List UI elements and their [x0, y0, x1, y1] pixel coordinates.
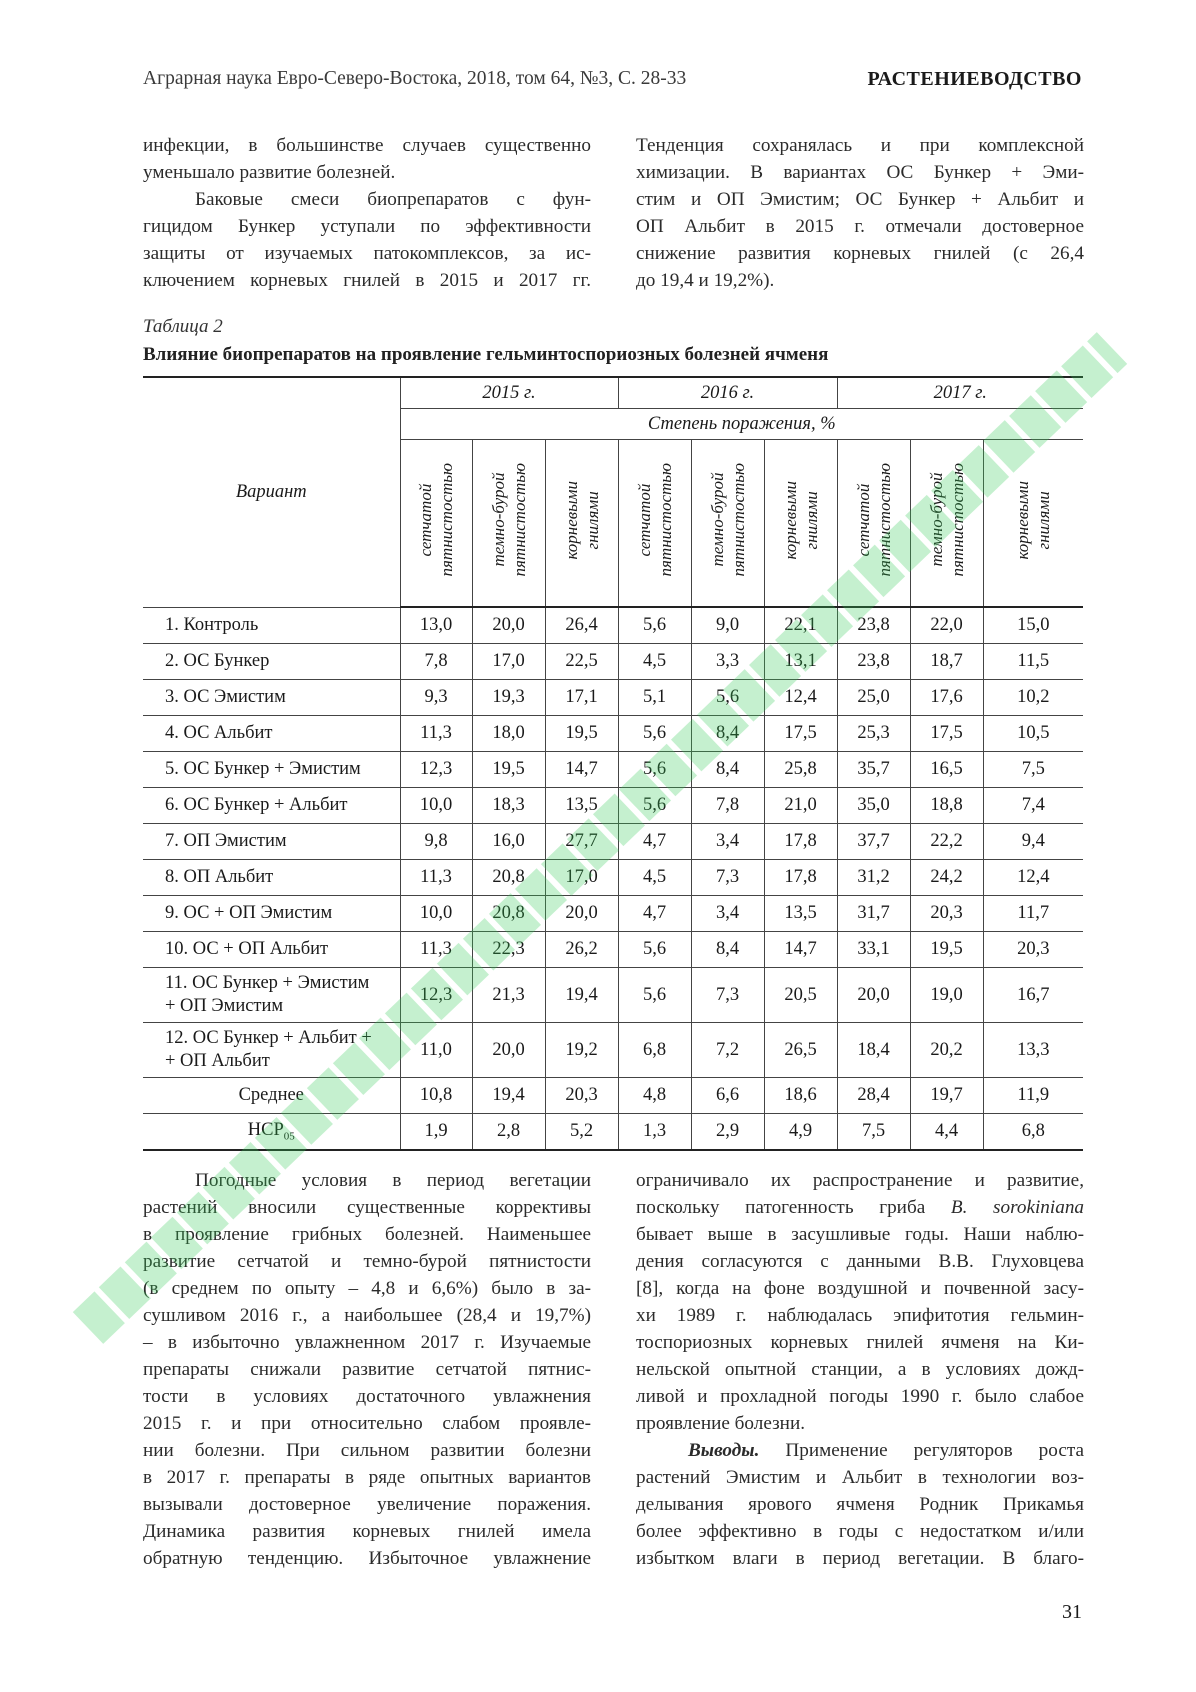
table-cell: 5,6: [618, 968, 691, 1023]
table-cell: 12,4: [983, 860, 1083, 896]
text-line: – в избыточно увлажненном 2017 г. Изучаемые: [143, 1332, 591, 1353]
table-cell: 4,9: [764, 1114, 837, 1151]
variant-name-line: 12. ОС Бункер + Альбит +: [165, 1028, 372, 1048]
table-cell: 21,0: [764, 788, 837, 824]
text-line: стим и ОП Эмистим; ОС Бункер + Альбит и: [636, 189, 1084, 210]
table-cell: 17,0: [545, 860, 618, 896]
table-cell: 24,2: [910, 860, 983, 896]
subscript: 05: [283, 1130, 295, 1143]
text-line: до 19,4 и 19,2%).: [636, 270, 775, 291]
table-cell: 17,0: [472, 644, 545, 680]
table-cell: 2,8: [472, 1114, 545, 1151]
table-cell: 4,5: [618, 860, 691, 896]
column-header: [545, 440, 618, 608]
text-line: ограничивало их распространение и развитие,: [636, 1170, 1084, 1191]
column-header-part: гнилями: [582, 490, 602, 550]
table-cell: 8,4: [691, 932, 764, 968]
table-cell: 21,3: [472, 968, 545, 1023]
table-cell: 1,9: [400, 1114, 472, 1151]
text-line: обратную тенденцию. Избыточное увлажнение: [143, 1548, 591, 1569]
variant-name-text: 6. ОС Бункер + Альбит: [165, 795, 348, 815]
table-cell: 7,5: [983, 752, 1083, 788]
running-head: [143, 68, 1082, 98]
table-cell: 17,6: [910, 680, 983, 716]
table-cell: 17,8: [764, 860, 837, 896]
table-cell: 13,0: [400, 607, 472, 644]
table-cell: 33,1: [837, 932, 910, 968]
table-cell: 37,7: [837, 824, 910, 860]
variant-name: [143, 860, 400, 896]
table-cell: 13,3: [983, 1023, 1083, 1078]
bottom-right-column: [636, 1167, 1084, 1572]
column-header-text: [561, 481, 603, 560]
table-cell: 18,6: [764, 1078, 837, 1114]
table-row: [143, 824, 1083, 860]
page-number: 31: [1062, 1601, 1082, 1623]
table-cell: 7,4: [983, 788, 1083, 824]
variant-name: [143, 1078, 400, 1114]
journal-citation: Аграрная наука Евро-Северо-Востока, 2018, том 64, №3, С. 28-33: [143, 68, 687, 89]
top-left-column: [143, 132, 591, 294]
table-cell: 5,6: [618, 932, 691, 968]
variant-name: [143, 716, 400, 752]
table-cell: 10,0: [400, 788, 472, 824]
table-cell: 18,4: [837, 1023, 910, 1078]
table-cell: 22,5: [545, 644, 618, 680]
table-cell: 18,7: [910, 644, 983, 680]
column-header-part: темно-бурой: [926, 473, 946, 567]
table-row: [143, 644, 1083, 680]
table-cell: 3,4: [691, 896, 764, 932]
table-cell: 25,0: [837, 680, 910, 716]
table-cell: 19,5: [545, 716, 618, 752]
column-header: [837, 440, 910, 608]
column-header: [910, 440, 983, 608]
table-cell: 5,2: [545, 1114, 618, 1151]
table-cell: 11,3: [400, 716, 472, 752]
text-line: нии болезни. При сильном развитии болезни: [143, 1440, 591, 1461]
table-cell: 4,5: [618, 644, 691, 680]
text-line: ливой и прохладной погоды 1990 г. было слабое: [636, 1386, 1084, 1407]
table-cell: 9,0: [691, 607, 764, 644]
column-header-text: [853, 463, 895, 576]
text-line: (в среднем по опыту – 4,8 и 6,6%) было в за-: [143, 1278, 591, 1299]
table-cell: 5,1: [618, 680, 691, 716]
text-line-species: [636, 1194, 1084, 1221]
variant-name: [143, 968, 400, 1023]
table-cell: 11,3: [400, 860, 472, 896]
table-cell: 6,6: [691, 1078, 764, 1114]
table-row: [143, 968, 1083, 1023]
column-header-part: гнилями: [801, 490, 821, 550]
text-line: инфекции, в большинстве случаев существенно: [143, 135, 591, 156]
table-cell: 20,8: [472, 896, 545, 932]
variant-name: [143, 824, 400, 860]
table-cell: 19,7: [910, 1078, 983, 1114]
table-row: [143, 607, 1083, 644]
table-cell: 23,8: [837, 607, 910, 644]
table-cell: 26,5: [764, 1023, 837, 1078]
table-cell: 4,7: [618, 824, 691, 860]
table-cell: 22,3: [472, 932, 545, 968]
table-row: [143, 716, 1083, 752]
text-line: тости в условиях достаточного увлажнения: [143, 1386, 591, 1407]
variant-name-text: 5. ОС Бункер + Эмистим: [165, 759, 361, 779]
table-cell: 3,3: [691, 644, 764, 680]
table-cell: 35,0: [837, 788, 910, 824]
variant-name: [143, 1114, 400, 1151]
table-cell: 22,2: [910, 824, 983, 860]
table-cell: 13,1: [764, 644, 837, 680]
table-cell: 20,3: [983, 932, 1083, 968]
variant-name: [143, 752, 400, 788]
variant-name: [143, 1023, 400, 1078]
table-cell: 4,7: [618, 896, 691, 932]
table-cell: 16,0: [472, 824, 545, 860]
species-name: B. sorokiniana: [950, 1197, 1085, 1218]
table-cell: 8,4: [691, 716, 764, 752]
table-cell: 19,3: [472, 680, 545, 716]
table-cell: 10,0: [400, 896, 472, 932]
table-cell: 25,8: [764, 752, 837, 788]
table-cell: 7,3: [691, 860, 764, 896]
table-cell: 9,8: [400, 824, 472, 860]
year-header: 2015 г.: [400, 377, 618, 409]
column-header-text: [1012, 481, 1054, 560]
table-cell: 3,4: [691, 824, 764, 860]
text-line: в проявление грибных болезней. Наименьшее: [143, 1224, 591, 1245]
text-fragment: Применение регуляторов роста: [785, 1440, 1084, 1461]
table-cell: 11,0: [400, 1023, 472, 1078]
conclusion-line: [636, 1437, 1084, 1464]
table-cell: 16,5: [910, 752, 983, 788]
text-line: более эффективно в годы с недостатком и/или: [636, 1521, 1084, 1542]
column-header: [400, 440, 472, 608]
variant-name-line: + ОП Альбит: [165, 1051, 270, 1071]
table-cell: 20,0: [545, 896, 618, 932]
table-cell: 14,7: [545, 752, 618, 788]
table-cell: 17,1: [545, 680, 618, 716]
column-header-part: темно-бурой: [488, 473, 508, 567]
column-header-part: темно-бурой: [707, 473, 727, 567]
variant-name-text: 10. ОС + ОП Альбит: [165, 939, 329, 959]
text-line: проявление болезни.: [636, 1413, 806, 1434]
text-line: дения согласуются с данными В.В. Глуховцева: [636, 1251, 1084, 1272]
bottom-left-column: [143, 1167, 591, 1572]
text-line: бывает выше в засушливые годы. Наши наблю-: [636, 1224, 1084, 1245]
table-cell: 22,1: [764, 607, 837, 644]
table-cell: 1,3: [618, 1114, 691, 1151]
variant-name-text: 7. ОП Эмистим: [165, 831, 287, 851]
table-cell: 11,7: [983, 896, 1083, 932]
table-cell: 7,8: [691, 788, 764, 824]
table-cell: 28,4: [837, 1078, 910, 1114]
table-cell: 31,7: [837, 896, 910, 932]
table-cell: 20,2: [910, 1023, 983, 1078]
text-line: Баковые смеси биопрепаратов с фун-: [195, 189, 591, 210]
table-row: [143, 932, 1083, 968]
table-cell: 20,5: [764, 968, 837, 1023]
table-cell: 4,4: [910, 1114, 983, 1151]
text-line: в 2017 г. препараты в ряде опытных вариантов: [143, 1467, 591, 1488]
table-cell: 5,6: [618, 607, 691, 644]
table-cell: 11,3: [400, 932, 472, 968]
column-header-part: пятнистостью: [509, 463, 529, 577]
text-line: делывания ярового ячменя Родник Прикамья: [636, 1494, 1084, 1515]
table-row: [143, 752, 1083, 788]
text-line: Погодные условия в период вегетации: [195, 1170, 591, 1191]
table-cell: 20,0: [472, 1023, 545, 1078]
table-cell: 11,9: [983, 1078, 1083, 1114]
column-header-text: [707, 463, 749, 576]
variant-name-line: 11. ОС Бункер + Эмистим: [165, 973, 370, 993]
column-header: [691, 440, 764, 608]
disease-table: [143, 376, 1083, 1151]
variant-header: Вариант: [143, 377, 400, 607]
table-cell: 31,2: [837, 860, 910, 896]
variant-name: [143, 607, 400, 644]
table-cell: 18,3: [472, 788, 545, 824]
table-cell: 20,3: [545, 1078, 618, 1114]
column-header-text: [488, 463, 530, 576]
top-right-column: [636, 132, 1084, 294]
column-header-part: пятнистостью: [947, 463, 967, 577]
table-cell: 16,7: [983, 968, 1083, 1023]
variant-name-line: + ОП Эмистим: [165, 996, 284, 1016]
text-line: развитие сетчатой и темно-бурой пятнистости: [143, 1251, 591, 1272]
text-line: избытком влаги в период вегетации. В благо-: [636, 1548, 1084, 1569]
table-cell: 10,5: [983, 716, 1083, 752]
table-cell: 17,5: [764, 716, 837, 752]
text-line: хи 1989 г. наблюдалась эпифитотия гельмин-: [636, 1305, 1084, 1326]
table-cell: 23,8: [837, 644, 910, 680]
text-fragment: поскольку патогенность гриба: [636, 1197, 926, 1218]
text-line: ОП Альбит в 2015 г. отмечали достоверное: [636, 216, 1084, 237]
damage-degree-header: Степень поражения, %: [400, 409, 1083, 440]
table-cell: 18,0: [472, 716, 545, 752]
table-cell: 6,8: [983, 1114, 1083, 1151]
table-body: [143, 607, 1083, 1150]
text-line: защиты от изучаемых патокомплексов, за ис-: [143, 243, 591, 264]
table-cell: 13,5: [764, 896, 837, 932]
text-line: уменьшало развитие болезней.: [143, 162, 396, 183]
column-header-text: [634, 463, 676, 576]
column-header-part: корневыми: [780, 480, 800, 560]
table-cell: 11,5: [983, 644, 1083, 680]
section-title: РАСТЕНИЕВОДСТВО: [867, 68, 1082, 90]
table-cell: 5,6: [618, 752, 691, 788]
text-line: 2015 г. и при относительно слабом проявле-: [143, 1413, 591, 1434]
table-cell: 20,8: [472, 860, 545, 896]
variant-name-text: 9. ОС + ОП Эмистим: [165, 903, 333, 923]
table-cell: 18,8: [910, 788, 983, 824]
variant-name: [143, 932, 400, 968]
table-row: [143, 680, 1083, 716]
table-cell: 7,5: [837, 1114, 910, 1151]
variant-name-text: 1. Контроль: [165, 614, 259, 635]
variant-name-text: НСР: [247, 1120, 284, 1141]
text-line: сушливом 2016 г., а наибольшее (28,4 и 19,7%): [143, 1305, 591, 1326]
variant-name: [143, 788, 400, 824]
table-cell: 12,3: [400, 752, 472, 788]
table-cell: 26,2: [545, 932, 618, 968]
column-header-text: [926, 463, 968, 576]
table-cell: 12,3: [400, 968, 472, 1023]
column-header: [618, 440, 691, 608]
variant-name: [143, 644, 400, 680]
table-title: Влияние биопрепаратов на проявление гельминтоспориозных болезней ячменя: [143, 344, 829, 365]
text-line: ключением корневых гнилей в 2015 и 2017 гг.: [143, 270, 591, 291]
text-line: растений Эмистим и Альбит в технологии воз-: [636, 1467, 1084, 1488]
table-cell: 22,0: [910, 607, 983, 644]
year-header: 2017 г.: [837, 377, 1083, 409]
variant-name-text: 4. ОС Альбит: [165, 723, 273, 743]
table-cell: 19,5: [910, 932, 983, 968]
table-cell: 19,0: [910, 968, 983, 1023]
column-header-text: [780, 481, 822, 560]
text-line: растений вносили существенные коррективы: [143, 1197, 591, 1218]
column-header-part: гнилями: [1034, 490, 1054, 550]
table-cell: 7,3: [691, 968, 764, 1023]
table-cell: 20,0: [472, 607, 545, 644]
column-header-text: [415, 463, 457, 576]
table-cell: 8,4: [691, 752, 764, 788]
table-cell: 5,6: [618, 716, 691, 752]
table-cell: 19,5: [472, 752, 545, 788]
column-header-part: пятнистостью: [874, 463, 894, 577]
table-cell: 27,7: [545, 824, 618, 860]
table-cell: 12,4: [764, 680, 837, 716]
variant-name-text: 3. ОС Эмистим: [165, 687, 286, 707]
text-line: тоспориозных корневых гнилей ячменя на Ки-: [636, 1332, 1084, 1353]
table-row: [143, 860, 1083, 896]
table-cell: 9,4: [983, 824, 1083, 860]
column-header-part: пятнистостью: [437, 463, 456, 577]
year-header: 2016 г.: [618, 377, 837, 409]
column-header-part: корневыми: [561, 480, 581, 560]
variant-name: [143, 680, 400, 716]
table-cell: 6,8: [618, 1023, 691, 1078]
column-header-part: сетчатой: [853, 483, 873, 557]
table-row: [143, 788, 1083, 824]
column-header-part: сетчатой: [634, 483, 654, 557]
table-cell: 26,4: [545, 607, 618, 644]
column-header-part: корневыми: [1013, 480, 1033, 560]
column-header: [983, 440, 1083, 608]
table-cell: 10,2: [983, 680, 1083, 716]
text-line: гицидом Бункер уступали по эффективности: [143, 216, 591, 237]
table-cell: 5,6: [618, 788, 691, 824]
table-cell: 14,7: [764, 932, 837, 968]
column-header: [764, 440, 837, 608]
table-cell: 19,4: [472, 1078, 545, 1114]
table-row: [143, 1078, 1083, 1114]
text-line: снижение развития корневых гнилей (с 26,4: [636, 243, 1084, 264]
column-header-part: сетчатой: [416, 483, 435, 557]
table-cell: 25,3: [837, 716, 910, 752]
text-line: Тенденция сохранялась и при комплексной: [636, 135, 1084, 156]
table-cell: 10,8: [400, 1078, 472, 1114]
table-cell: 17,5: [910, 716, 983, 752]
table-cell: 7,8: [400, 644, 472, 680]
table-cell: 5,6: [691, 680, 764, 716]
column-header: [472, 440, 545, 608]
variant-name: [143, 896, 400, 932]
table-cell: 15,0: [983, 607, 1083, 644]
table-cell: 35,7: [837, 752, 910, 788]
table-cell: 4,8: [618, 1078, 691, 1114]
table-cell: 9,3: [400, 680, 472, 716]
variant-name-text: 8. ОП Альбит: [165, 867, 274, 887]
table-row: [143, 1023, 1083, 1078]
table-cell: 13,5: [545, 788, 618, 824]
text-line: химизации. В вариантах ОС Бункер + Эми-: [636, 162, 1084, 183]
table-cell: 20,3: [910, 896, 983, 932]
table-row: [143, 1114, 1083, 1151]
conclusion-label: Выводы.: [688, 1440, 760, 1461]
table-cell: 2,9: [691, 1114, 764, 1151]
column-header-part: пятнистостью: [728, 463, 748, 577]
column-header-part: пятнистостью: [655, 463, 675, 577]
text-line: вызывали достоверное увеличение поражения.: [143, 1494, 591, 1515]
table-cell: 19,4: [545, 968, 618, 1023]
table-cell: 19,2: [545, 1023, 618, 1078]
table-cell: 17,8: [764, 824, 837, 860]
text-line: Динамика развития корневых гнилей имела: [143, 1521, 591, 1542]
text-line: [8], когда на фоне воздушной и почвенной засу-: [636, 1278, 1084, 1299]
data-table-wrapper: [143, 376, 1083, 1151]
table-cell: 20,0: [837, 968, 910, 1023]
table-label: Таблица 2: [143, 316, 223, 337]
text-line: препараты снижали развитие сетчатой пятнис-: [143, 1359, 591, 1380]
text-line: нельской опытной станции, а в условиях дожд-: [636, 1359, 1084, 1380]
table-cell: 7,2: [691, 1023, 764, 1078]
variant-name-text: 2. ОС Бункер: [165, 651, 270, 671]
table-row: [143, 896, 1083, 932]
variant-name-text: Среднее: [238, 1085, 304, 1105]
